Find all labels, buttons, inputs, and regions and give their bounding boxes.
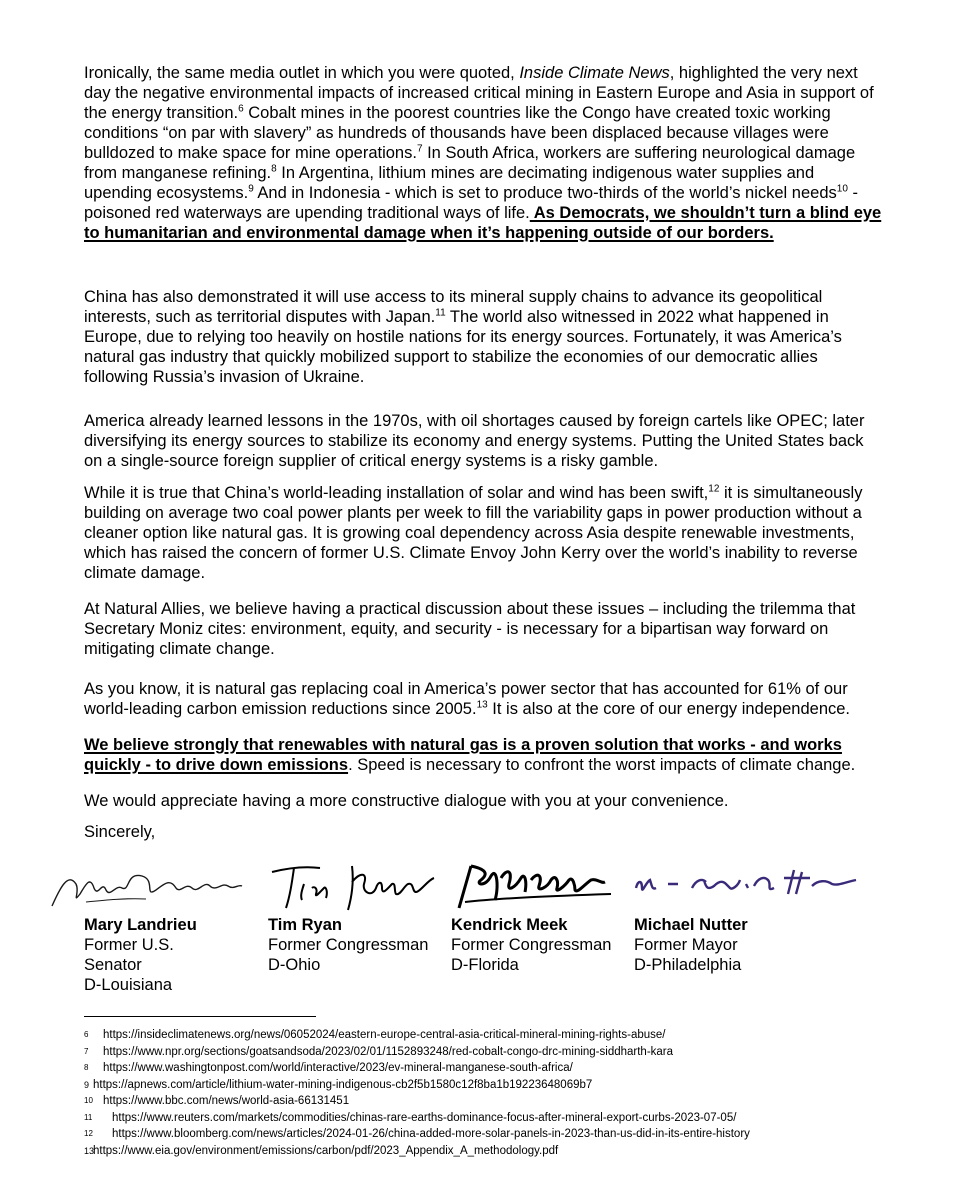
footnote-ref-10: 10 <box>836 183 848 195</box>
footnote-number: 13 <box>84 1145 95 1156</box>
paragraph-proven-solution <box>84 735 884 775</box>
signatory-title: Former Congressman <box>451 936 612 954</box>
p6-text-b: It is also at the core of our energy independence. <box>487 700 851 718</box>
p1-text-a: Ironically, the same media outlet in which you were quoted, <box>84 64 520 82</box>
signature-block-meek <box>451 858 641 975</box>
footnote-url[interactable]: https://www.reuters.com/markets/commodities/chinas-rare-earths-dominance-focus-after-mineral-export-curbs-2023-07-05/ <box>112 1111 737 1124</box>
paragraph-1970s-lessons: America already learned lessons in the 1970s, with oil shortages caused by foreign cartels like OPEC; later diversifying its energy sources to stabilize its economy and energy systems. Putting the United States back on a single-source foreign supplier of critical energy systems is a risky gamble. <box>84 412 865 470</box>
signature-block-nutter <box>634 858 824 975</box>
footnote-url[interactable]: https://www.npr.org/sections/goatsandsoda/2023/02/01/1152893248/red-cobalt-congo-drc-mining-siddharth-kara <box>103 1045 674 1058</box>
footnote-ref-7: 7 <box>416 143 423 155</box>
signatory-affiliation: D-Ohio <box>268 956 321 974</box>
footnote-item <box>84 1093 750 1110</box>
signatory-text-landrieu <box>84 916 236 995</box>
p1-text-b: , highlighted the very next day the negative environmental impacts of increased critical mining in Eastern Europe and Asia in support of the energy transition. <box>84 64 874 122</box>
footnote-item <box>84 1027 750 1044</box>
p1-text-e: In Argentina, lithium mines are decimating indigenous water supplies and upending ecosystems. <box>84 164 815 202</box>
paragraph-china-supply-chains <box>84 287 884 387</box>
footnote-url[interactable]: https://insideclimatenews.org/news/06052024/eastern-europe-central-asia-critical-mineral-mining-rights-abuse/ <box>103 1029 666 1041</box>
footnote-item <box>84 1044 750 1061</box>
paragraph-dialogue-request: We would appreciate having a more constructive dialogue with you at your convenience. <box>84 792 729 810</box>
p7-emphasis: We believe strongly that renewables with natural gas is a proven solution that works - and works quickly - to drive down emissions <box>84 736 842 774</box>
footnote-number: 11 <box>84 1112 93 1122</box>
p1-text-f: And in Indonesia - which is set to produce two-thirds of the world’s nickel needs <box>253 184 837 202</box>
paragraph-natural-allies: At Natural Allies, we believe having a practical discussion about these issues – including the trilemma that Secretary Moniz cites: environment, equity, and security - is necessary for a bipartisan way forward on mitigating climate change. <box>84 600 856 658</box>
signatory-affiliation: D-Florida <box>451 956 519 974</box>
p1-text-d: In South Africa, workers are suffering neurological damage from manganese refining. <box>84 144 856 182</box>
footnote-url[interactable]: https://apnews.com/article/lithium-water-mining-indigenous-cb2f5b1580c12f8ba1b19223648069b7 <box>93 1078 593 1091</box>
p1-outlet-name: Inside Climate News <box>519 64 670 82</box>
p1-text-c: Cobalt mines in the poorest countries like the Congo have created toxic working conditions “on par with slavery” as hundreds of thousands have been displaced because villages were bulldozed to make space for mine operations. <box>84 104 831 162</box>
footnote-url[interactable]: https://www.bloomberg.com/news/articles/2024-01-26/china-added-more-solar-panels-in-2023-than-us-did-in-its-entire-history <box>112 1128 750 1140</box>
paragraph-china-coal <box>84 483 884 583</box>
signatory-name: Tim Ryan <box>268 916 342 934</box>
signatory-title: Former Mayor <box>634 936 738 954</box>
signatory-name: Mary Landrieu <box>84 916 197 934</box>
signatory-name: Michael Nutter <box>634 916 748 934</box>
footnote-divider <box>84 1016 316 1017</box>
p2-text-a: China has also demonstrated it will use access to its mineral supply chains to advance its geopolitical interests, such as territorial disputes with Japan. <box>84 288 823 326</box>
paragraph-emission-reductions <box>84 679 884 719</box>
p2-text-b: The world also witnessed in 2022 what happened in Europe, due to relying too heavily on hostile nations for its energy sources. Fortunately, it was America’s natural gas industry that quickly mobilized support to stabilize the economies of our democratic allies following Russia’s invasion of Ukraine. <box>84 308 842 386</box>
footnote-number: 6 <box>84 1030 89 1039</box>
footnote-item <box>84 1126 750 1143</box>
footnote-number: 7 <box>84 1046 89 1056</box>
signature-landrieu <box>46 858 246 914</box>
signature-block-landrieu <box>46 858 236 995</box>
footnote-item <box>84 1143 750 1160</box>
footnote-ref-11: 11 <box>435 307 446 319</box>
p1-emphasis: As Democrats, we shouldn’t turn a blind eye to humanitarian and environmental damage when it’s happening outside of our borders. <box>84 204 882 242</box>
signature-meek <box>451 858 631 914</box>
signatory-name: Kendrick Meek <box>451 916 568 934</box>
footnote-number: 10 <box>84 1096 93 1105</box>
signatory-title: Former U.S. Senator <box>84 936 174 974</box>
p4-text-a: While it is true that China’s world-leading installation of solar and wind has been swift, <box>84 484 709 502</box>
footnotes-list <box>84 1027 750 1159</box>
footnote-url[interactable]: https://www.bbc.com/news/world-asia-66131451 <box>103 1095 350 1107</box>
footnote-number: 12 <box>84 1129 93 1138</box>
footnote-ref-9: 9 <box>248 183 254 195</box>
p6-text-a: As you know, it is natural gas replacing coal in America’s power sector that has accounted for 61% of our world-leading carbon emission reductions since 2005. <box>84 680 848 718</box>
signature-block-ryan <box>268 858 458 975</box>
signatory-affiliation: D-Louisiana <box>84 976 173 994</box>
footnote-ref-8: 8 <box>271 163 277 175</box>
p4-text-b: it is simultaneously building on average two coal power plants per week to fill the variability gaps in power production without a cleaner option like natural gas. It is growing coal dependency across Asia despite renewable investments, which has raised the concern of former U.S. Climate Envoy John Kerry over the world’s inability to reverse climate damage. <box>84 484 863 582</box>
footnote-url[interactable]: https://www.eia.gov/environment/emissions/carbon/pdf/2023_Appendix_A_methodology.pdf <box>93 1144 559 1157</box>
signatory-affiliation: D-Philadelphia <box>634 956 742 974</box>
signature-ryan <box>268 858 448 914</box>
p7-text-rest: . Speed is necessary to confront the worst impacts of climate change. <box>348 756 856 774</box>
footnote-item <box>84 1110 750 1127</box>
footnote-url[interactable]: https://www.washingtonpost.com/world/interactive/2023/ev-mineral-manganese-south-africa/ <box>103 1062 573 1074</box>
footnote-number: 9 <box>84 1079 90 1090</box>
signatory-title: Former Congressman <box>268 936 429 954</box>
footnote-number: 8 <box>84 1063 89 1072</box>
signature-nutter <box>634 858 874 914</box>
footnote-ref-12: 12 <box>708 483 720 495</box>
closing-salutation: Sincerely, <box>84 823 156 841</box>
paragraph-critical-mining <box>84 63 884 243</box>
footnote-ref-13: 13 <box>476 699 488 711</box>
footnote-item <box>84 1077 750 1094</box>
footnote-ref-6: 6 <box>238 103 244 115</box>
p1-text-g: - poisoned red waterways are upending traditional ways of life. <box>84 184 858 222</box>
footnote-item <box>84 1060 750 1077</box>
